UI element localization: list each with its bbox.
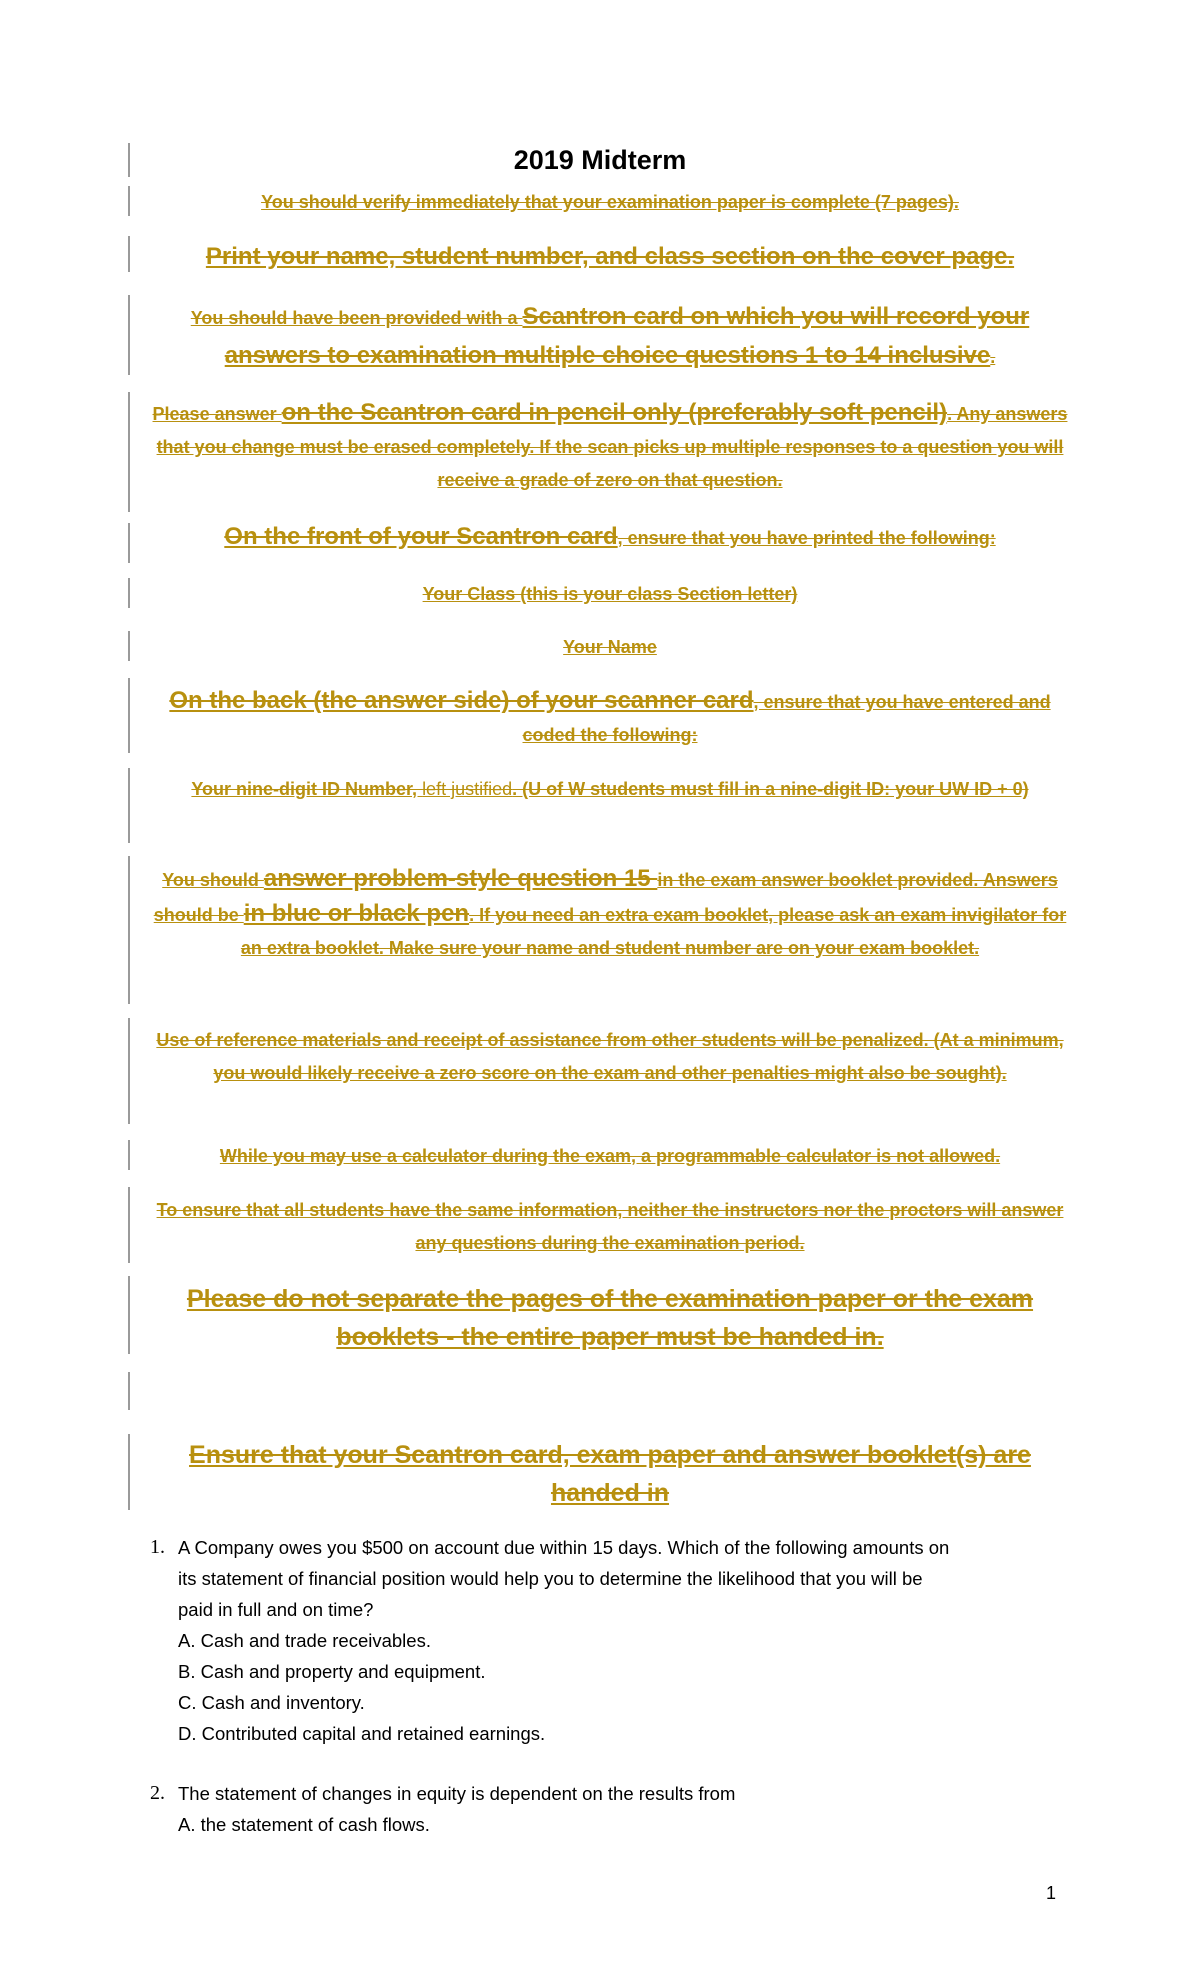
question-text-line: A Company owes you $500 on account due within 15 days. Which of the following amounts on <box>178 1537 950 1558</box>
question-text-line: The statement of changes in equity is dependent on the results from <box>178 1783 736 1804</box>
deleted-text: answer problem-style question 15 <box>263 865 658 892</box>
page-title: 2019 Midterm <box>513 145 687 175</box>
deleted-text: You should verify immediately that your examination paper is complete (7 pages). <box>261 192 959 212</box>
deleted-text: Ensure that your Scantron card, exam paper and answer booklet(s) are handed in <box>189 1441 1031 1507</box>
change-bar <box>128 631 130 661</box>
no-questions-instruction <box>150 1194 1070 1260</box>
deleted-text: To ensure that all students have the same information, neither the instructors nor the proctors will answer any questions during the examination period. <box>156 1200 1064 1253</box>
deleted-text: on the Scantron card in pencil only (preferably soft pencil) <box>281 399 948 426</box>
verify-instruction <box>150 186 1070 219</box>
change-bar <box>128 856 130 1004</box>
deleted-text: , ensure that you have printed the following: <box>617 528 996 548</box>
deleted-text: in the exam answer booklet provided. Answers should be <box>153 870 1058 925</box>
answer-option: C. Cash and inventory. <box>178 1692 365 1713</box>
deleted-text: Use of reference materials and receipt of assistance from other students will be penalized. (At a minimum, you would likely receive a zero score on the exam and other penalties might also be sought). <box>156 1030 1064 1083</box>
question-number: 2. <box>150 1782 165 1804</box>
print-name-instruction <box>150 240 1070 273</box>
reference-materials-instruction <box>150 1024 1070 1090</box>
deleted-text: You should <box>162 870 264 890</box>
change-bar <box>128 768 130 843</box>
deleted-text: Please do not separate the pages of the examination paper or the exam booklets - the entire paper must be handed in. <box>186 1285 1034 1351</box>
deleted-text: On the front of your Scantron card <box>224 523 618 550</box>
deleted-text: You should have been provided with a <box>190 308 523 328</box>
answer-option: A. the statement of cash flows. <box>178 1814 430 1835</box>
change-bar <box>128 1372 130 1410</box>
id-number-instruction <box>150 773 1070 806</box>
change-bar <box>128 236 130 272</box>
page-number: 1 <box>1046 1883 1057 1903</box>
answer-option: A. Cash and trade receivables. <box>178 1630 431 1651</box>
answer-option: B. Cash and property and equipment. <box>178 1661 486 1682</box>
scanner-back-instruction <box>150 684 1070 752</box>
question-1 <box>150 1532 1058 1749</box>
answer-booklet-instruction <box>150 862 1070 965</box>
your-name-line <box>150 631 1070 664</box>
deleted-text: Your Name <box>563 637 657 657</box>
calculator-instruction <box>150 1140 1070 1173</box>
deleted-text: Your nine-digit ID Number, <box>191 779 423 799</box>
change-bar <box>128 1187 130 1263</box>
deleted-text: Print your name, student number, and class section on the cover page <box>205 243 1008 270</box>
change-bar <box>128 295 130 375</box>
scantron-front-instruction <box>150 520 1070 555</box>
answer-option: D. Contributed capital and retained earnings. <box>178 1723 546 1744</box>
pencil-instruction <box>150 396 1070 497</box>
question-2 <box>150 1778 1058 1840</box>
change-bar <box>128 1140 130 1170</box>
deleted-text: . <box>1007 243 1015 270</box>
your-class-line <box>150 578 1070 611</box>
question-text-line: paid in full and on time? <box>178 1599 374 1620</box>
question-number: 1. <box>150 1536 165 1558</box>
deleted-text: . (U of W students must fill in a nine-digit ID: your UW ID + 0) <box>512 779 1029 799</box>
deleted-text: . Any answers that you change must be erased completely. If the scan picks up multiple responses to a question you will receive a grade of zero on that question. <box>156 404 1068 490</box>
do-not-separate-instruction <box>150 1280 1070 1356</box>
question-text-line: its statement of financial position would help you to determine the likelihood that you will be <box>178 1568 923 1589</box>
deleted-text: in blue or black pen <box>243 900 470 927</box>
change-bar <box>128 1018 130 1124</box>
change-bar <box>128 392 130 512</box>
hand-in-instruction <box>150 1436 1070 1512</box>
deleted-text: Scantron card on which you will record your answers to examination multiple choice questions 1 to 14 inclusive <box>224 303 1030 369</box>
deleted-text: On the back (the answer side) of your scanner card <box>169 687 754 714</box>
change-bar <box>128 523 130 563</box>
change-bar <box>128 1276 130 1354</box>
change-bar <box>128 678 130 753</box>
change-bar <box>128 1434 130 1510</box>
deleted-text: Your Class (this is your class Section letter) <box>422 584 798 604</box>
deleted-text: . <box>990 347 996 367</box>
deleted-text: While you may use a calculator during the exam, a programmable calculator is not allowed. <box>219 1146 1001 1166</box>
change-bar <box>128 186 130 216</box>
deleted-text: left justified <box>422 779 513 799</box>
scantron-instruction <box>150 298 1070 376</box>
change-bar <box>128 578 130 608</box>
deleted-text: . If you need an extra exam booklet, please ask an exam invigilator for an extra booklet. Make sure your name and student number are on your exam booklet. <box>240 905 1067 958</box>
deleted-text: , ensure that you have entered and coded the following: <box>522 692 1051 745</box>
deleted-text: Please answer <box>152 404 282 424</box>
